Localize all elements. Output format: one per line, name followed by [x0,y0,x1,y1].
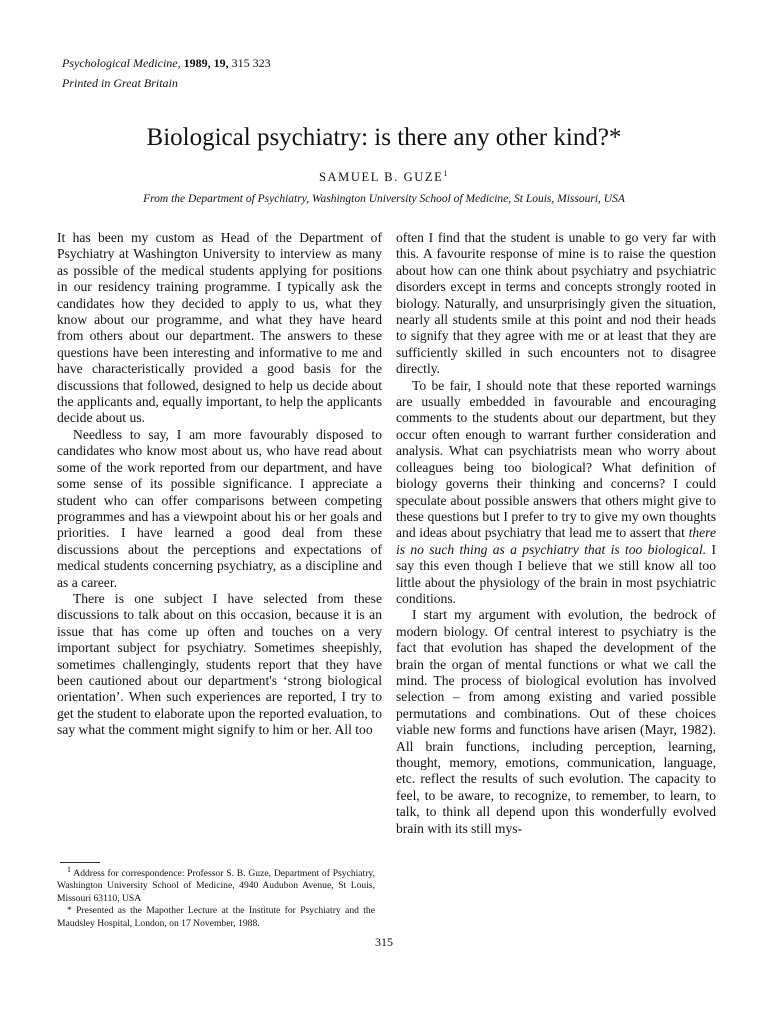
footnote-2-mark: * [67,905,77,917]
paragraph-5 [396,378,716,608]
affiliation: From the Department of Psychiatry, Washington University School of Medicine, St Louis, Missouri, USA [143,193,625,205]
paragraph-5-start: To be fair, I should note that these reported warnings are usually embedded in favourable and encouraging comments to the students about our department, but they occur often enough to warrant further consideration and analysis. What can psychiatrists mean who worry about colleagues being too biological? What definition of biology governs their thinking and concerns? I could speculate about possible answers that others might give to these questions but I prefer to try to give my own thoughts and ideas about psychiatry that lead me to assert that [396,377,716,541]
journal-volume: 19, [210,56,229,70]
left-column [57,230,382,739]
paragraph-3: There is one subject I have selected from these discussions to talk about on this occasion, because it is an issue that has come up often and touches on a very important subject for psychiatry. Sometimes sheepishly, sometimes challengingly, students report that they have been cautioned about our department's ‘strong biological orientation’. When such experiences are reported, I try to get the student to elaborate upon the reported evaluation, to say what the comment might signify to him or her. All too [57,590,382,738]
author-line [0,170,768,185]
paragraph-6: I start my argument with evolution, the bedrock of modern biology. Of central interest to psychiatry is the fact that evolution has shaped the development of the brain the organ of mental functions or what we call the mind. The process of biological evolution has involved selection – from among existing and varied possible permutations and combinations. Out of these choices viable new forms and functions have arisen (Mayr, 1982). All brain functions, including perception, learning, thought, memory, emotions, communication, language, etc. reflect the results of such evolution. The capacity to feel, to be aware, to recognize, to remember, to learn, to talk, to think all depend upon this wonderfully evolved brain with its still mys- [396,607,716,836]
paragraph-4: often I find that the student is unable to go very far with this. A favourite response of mine is to raise the question about how can one think about psychiatry and psychiatric disorders except in terms and concepts strongly rooted in biology. Naturally, and unsurprisingly given the situation, nearly all students smile at this point and nod their heads to signify that they agree with me or at least that they are sufficiently skilled in such encounters not to disagree directly. [396,230,716,377]
footnote-2-text: Presented as the Mapother Lecture at the Institute for Psychiatry and the Maudsley Hospital, London, on 17 November, 1988. [57,905,375,929]
citation-line [62,53,271,73]
journal-name: Psychological Medicine, [62,56,181,70]
footnote-rule [60,862,100,863]
footnote-1-text: Address for correspondence: Professor S. B. Guze, Department of Psychiatry, Washington University School of Medicine, 4940 Audubon Avenue, St Louis, Missouri 63110, USA [57,868,375,904]
author-footnote-mark: 1 [443,168,449,178]
paragraph-1: It has been my custom as Head of the Department of Psychiatry at Washington University to interview as many as possible of the medical students applying for positions in our residency training programme. I typically ask the candidates how they decided to apply to us, what they know about our programme, and what they have heard from others about our department. The answers to these questions have been interesting and informative to me and have characteristically provided a good basis for the discussions that followed, designed to help us decide about the applicants and, equally important, to help the applicants decide about us. [57,230,382,426]
footnote-2 [57,905,375,930]
right-column [396,230,716,837]
paragraph-2: Needless to say, I am more favourably disposed to candidates who know most about us, who have read about some of the work reported from our department, and have some sense of its possible significance. I appreciate a student who can offer comparisons between competing programmes and has a viewpoint about his or her goals and priorities. I have learned a good deal from these discussions about the perceptions and expectations of medical students concerning psychiatry, as a discipline and as a career. [57,426,382,590]
footnote-1-mark: 1 [67,864,71,874]
footnotes [57,864,375,930]
journal-pages: 315 323 [228,56,271,70]
journal-year: 1989, [180,56,211,70]
page-number: 315 [375,935,393,949]
paragraph-5-end: I say this even though I believe that we still know all too little about the physiology of the brain in most psychiatric conditions. [396,541,717,606]
printed-line: Printed in Great Britain [62,76,178,90]
article-title: Biological psychiatry: is there any other kind?* [146,124,622,151]
paragraph-5-emphasis: there is no such thing as a psychiatry that is too biological. [396,525,716,557]
footnote-1 [57,864,375,905]
journal-header [62,53,271,93]
author-name: SAMUEL B. GUZE [319,170,444,184]
